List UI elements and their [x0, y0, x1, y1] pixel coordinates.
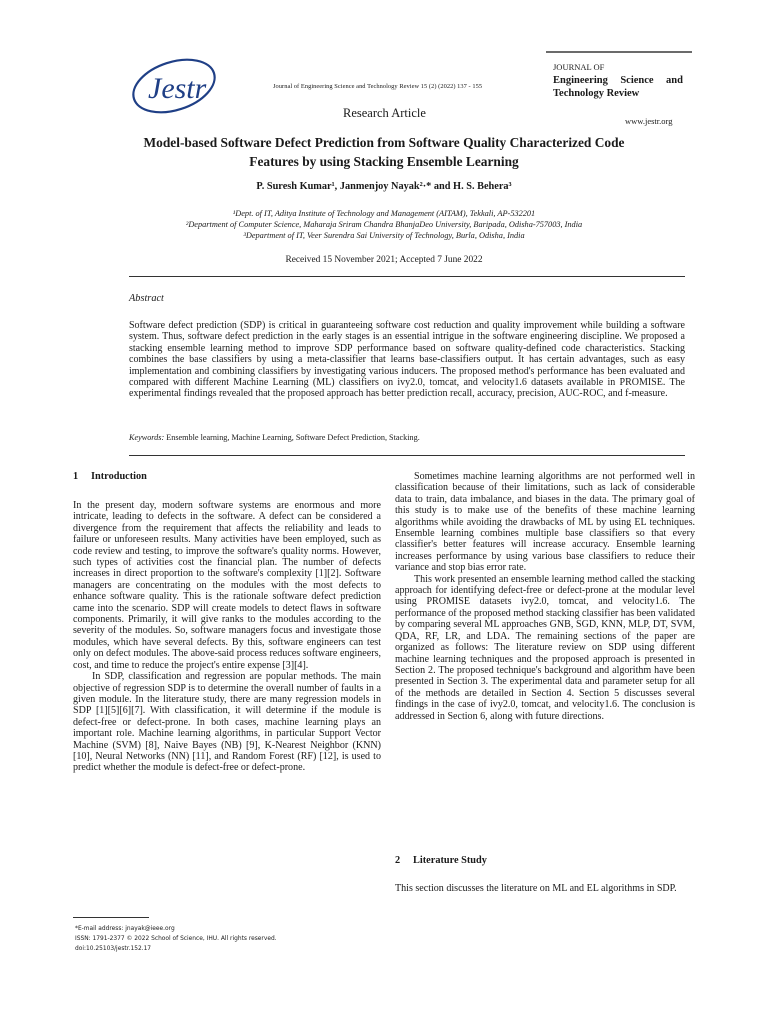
keywords-label: Keywords: [129, 433, 165, 442]
journal-box-label: JOURNAL OF [553, 62, 605, 72]
footnote-doi: doi:10.25103/jestr.152.17 [75, 946, 152, 952]
divider-bottom [129, 455, 685, 456]
keywords-text: Ensemble learning, Machine Learning, Software Defect Prediction, Stacking. [164, 433, 420, 442]
section-2-heading: 2 Literature Study [395, 855, 487, 866]
intro-paragraph-3: Sometimes machine learning algorithms are not performed well in classification because of their limitations, such as lack of considerable data to train, data imbalance, and biases in the data. The primary goal of this study is to make use of the benefits of these machine learning algorithms while avoiding the drawbacks of ML by using EL techniques. Ensemble learning combines multiple base classifiers so that every classifier's better features will increase accuracy. Ensemble learning increases performance by using various base classifiers to reduce their variance and stop bias error rate. [395, 471, 695, 574]
journal-box-divider [546, 51, 692, 53]
left-column [73, 500, 381, 774]
journal-url[interactable]: www.jestr.org [625, 116, 673, 126]
section-1-heading: 1 Introduction [73, 471, 147, 482]
intro-paragraph-2: In SDP, classification and regression are popular methods. The main objective of regression SDP is to determine the overall number of faults in a given module. In the literature study, there are many regression models in SDP [1][5][6][7]. With classification, it will determine if the module is defect-free or defect-prone. In both cases, machine learning plays an important role. Machine learning algorithms, in particular Support Vector Machine (SVM) [8], Naive Bayes (NB) [9], K-Nearest Neighbor (KNN) [10], Neural Networks (NN) [11], and Random Forest (RF) [12], is used to predict whether the module is defect-free or defect-prone. [73, 671, 381, 774]
divider-top [129, 276, 685, 277]
paper-title-line2: Features by using Stacking Ensemble Learning [249, 154, 519, 169]
abstract-text: Software defect prediction (SDP) is critical in guaranteeing software cost reduction and quality improvement while building a software system. Thus, software defect prediction in the early stages is an essential intrigue in the software engineering discipline. We proposed a stacking ensemble learning method to improve SDP performance based on software quality-defined code characteristics. Stacking combines the base classifiers by using a meta-classifier that learns base-classifiers output. It has certain advantages, such as easy implementation and combining classifiers by investigating various inducers. The proposed method's performance has been evaluated and compared with different Machine Learning (ML) classifiers on ivy2.0, tomcat, and velocity1.6 datasets available in PROMISE. The experimental findings revealed that the proposed approach has better prediction recall, accuracy, precision, AUC-ROC, and f-measure. [129, 320, 685, 400]
affiliation-1: ¹Dept. of IT, Aditya Institute of Technology and Management (AITAM), Tekkali, AP-532201 [232, 209, 536, 218]
paper-title [80, 133, 688, 171]
received-dates: Received 15 November 2021; Accepted 7 June 2022 [285, 255, 483, 265]
footnotes [75, 924, 277, 954]
footnote-email: *E-mail address: jnayak@ieee.org [75, 926, 175, 932]
keywords [129, 433, 689, 442]
jestr-logo-icon [128, 48, 238, 118]
affiliation-3: ³Department of IT, Veer Surendra Sai University of Technology, Burla, Odisha, India [243, 231, 525, 240]
intro-paragraph-4: This work presented an ensemble learning method called the stacking approach for identifying defect-free or defect-prone at the modular level using PROMISE datasets ivy2.0, tomcat, and velocity1.6. The performance of the proposed method stacking classifier has been validated by comparing several ML approaches GNB, SGD, KNN, MLP, DT, SVM, QDA, RF, LR, and LDA. The remaining sections of the paper are organized as follows: The literature review on SDP using different machine learning techniques and the proposed approach is presented in Section 2. The proposed technique's background and algorithm have been presented in Section 3. The experimental data and parameter setup for all of the methods are detailed in Section 4. Section 5 discusses several findings in the case of ivy2.0, tomcat, and velocity1.6. The conclusion is addressed in Section 6, along with future directions. [395, 573, 695, 722]
right-column [395, 471, 695, 722]
literature-paragraph: This section discusses the literature on ML and EL algorithms in SDP. [395, 883, 677, 894]
journal-logo [128, 48, 238, 118]
journal-citation: Journal of Engineering Science and Technology Review 15 (2) (2022) 137 - 155 [273, 83, 483, 90]
footnote-rule [73, 917, 149, 918]
article-type: Research Article [343, 106, 426, 120]
footnote-issn: ISSN: 1791-2377 © 2022 School of Science, IHU. All rights reserved. [75, 936, 277, 942]
logo-text: Jestr [148, 72, 207, 105]
affiliations [80, 208, 688, 241]
intro-paragraph-1: In the present day, modern software systems are enormous and more intricate, leading to defects in the software. A defect can be considered a divergence from the requirement that affects the reliability and leads to failure or unforeseen results. Many activities have been employed, such as code review and testing, to improve the software's quality norms. However, such types of activities cost the financial plan. The number of defects increases in direct proportion to the software's complexity [1][2]. Software managers are concentrating on the modules with the most defects to enhance software quality. This is the rationale software defect prediction came into the scenario. SDP will create models to detect flaws in software components. Primarily, it will give ranks to the modules according to the severity of the modules. So, software managers focus and investigate those modules, which have several defects. By this, software engineers can test only on defect modules. The above-said process reduces software engineers, cost, and time to reduce the project's entire expense [3][4]. [73, 500, 381, 671]
journal-box-name [553, 74, 693, 100]
authors: P. Suresh Kumar¹, Janmenjoy Nayak²·* and H. S. Behera³ [256, 181, 512, 192]
journal-box-name-line2: Technology Review [553, 88, 640, 99]
abstract-heading: Abstract [129, 293, 164, 304]
affiliation-2: ²Department of Computer Science, Maharaja Sriram Chandra BhanjaDeo University, Baripada, Odisha-757003, India [185, 220, 583, 229]
journal-box-name-line1: Engineering Science and [553, 75, 683, 86]
paper-title-line1: Model-based Software Defect Prediction from Software Quality Characterized Code [143, 135, 625, 150]
